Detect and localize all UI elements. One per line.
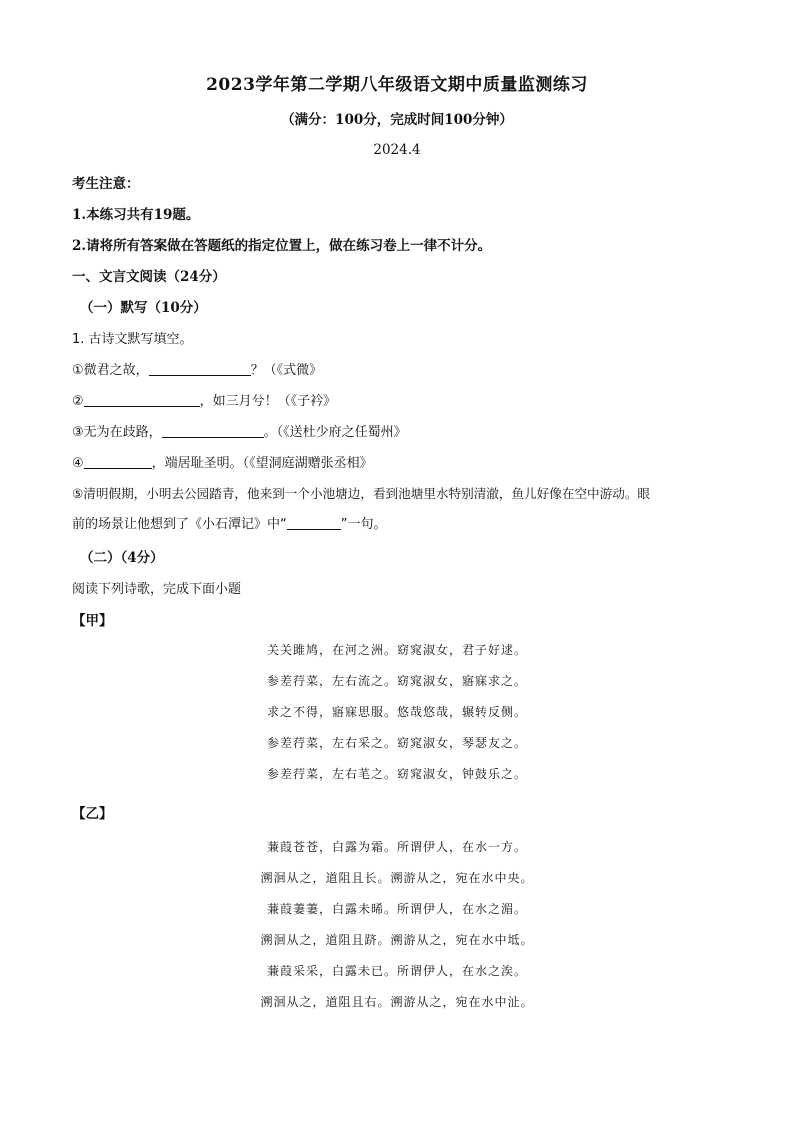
- answer-blank: [84, 392, 200, 407]
- poem-a-line: 参差荇菜，左右采之。窈窕淑女，琴瑟友之。: [266, 736, 527, 750]
- answer-blank: [162, 423, 264, 438]
- section-heading: 一、文言文阅读（24分）: [72, 269, 226, 285]
- poem-b-line: 溯洄从之，道阻且右。溯游从之，宛在水中沚。: [260, 995, 534, 1009]
- poem-a-line: 参差荇菜，左右芼之。窈窕淑女，钟鼓乐之。: [266, 767, 527, 781]
- q1-item-5-post: ”一句。: [340, 517, 387, 532]
- score-time-note: （满分：100分，完成时间100分钟）: [281, 112, 513, 128]
- poem-a-line: 参差荇菜，左右流之。窈窕淑女，寤寐求之。: [266, 674, 527, 688]
- q1-item-3-post: 。（《送杜少府之任蜀州》: [263, 425, 407, 440]
- part2-prompt: 阅读下列诗歌，完成下面小题: [72, 582, 242, 597]
- poem-b-line: 溯洄从之，道阻且跻。溯游从之，宛在水中坻。: [260, 933, 534, 947]
- page-title: 2023学年第二学期八年级语文期中质量监测练习: [206, 75, 588, 95]
- notice-heading: 考生注意：: [72, 176, 140, 192]
- q1-item-3: [72, 421, 407, 440]
- q1-item-2-pre: ②: [72, 394, 84, 409]
- part2-heading: （二）（4分）: [80, 550, 164, 566]
- poem-a-line: 关关雎鸠，在河之洲。窈窕淑女，君子好逑。: [266, 643, 527, 657]
- poem-a-line: 求之不得，寤寐思服。悠哉悠哉，辗转反侧。: [266, 705, 527, 719]
- notice-item-1: 1.本练习共有19题。: [72, 207, 200, 223]
- q1-item-5-line-2: [72, 509, 722, 540]
- q1-item-5: [72, 478, 722, 540]
- q1-item-1-pre: ①微君之故，: [72, 363, 149, 378]
- question-1-prompt: 1. 古诗文默写填空。: [72, 332, 193, 347]
- q1-item-1-post: ？（《式微》: [250, 363, 323, 378]
- poem-b-line: 蒹葭采采，白露未已。所谓伊人，在水之涘。: [266, 964, 527, 978]
- poem-b-line: 蒹葭苍苍，白露为霜。所谓伊人，在水一方。: [266, 840, 527, 854]
- q1-item-2-post: ，如三月兮！（《子衿》: [199, 394, 337, 409]
- poem-b-line: 蒹葭萋萋，白露未晞。所谓伊人，在水之湄。: [266, 902, 527, 916]
- notice-item-2: 2.请将所有答案做在答题纸的指定位置上，做在练习卷上一律不计分。: [72, 238, 492, 254]
- answer-blank: [84, 454, 152, 469]
- poem-b-line: 溯洄从之，道阻且长。溯游从之，宛在水中央。: [260, 871, 534, 885]
- poem-a-label: 【甲】: [72, 613, 113, 629]
- q1-item-2: [72, 390, 336, 409]
- q1-item-4: [72, 452, 373, 471]
- q1-item-4-post: ，端居耻圣明。（《望洞庭湖赠张丞相》: [151, 456, 373, 471]
- q1-item-5-pre: 前的场景让他想到了《小石潭记》中“: [72, 517, 287, 532]
- q1-item-4-pre: ④: [72, 456, 84, 471]
- q1-item-3-pre: ③无为在歧路，: [72, 425, 162, 440]
- q1-item-5-line-1: ⑤清明假期，小明去公园踏青，他来到一个小池塘边，看到池塘里水特别清澈，鱼儿好像在空中游动。眼: [72, 486, 651, 501]
- poem-b-label: 【乙】: [72, 806, 113, 822]
- exam-date: 2024.4: [373, 142, 421, 158]
- part1-heading: （一）默写（10分）: [80, 300, 207, 316]
- q1-item-1: [72, 359, 322, 378]
- answer-blank: [287, 515, 341, 530]
- answer-blank: [149, 361, 251, 376]
